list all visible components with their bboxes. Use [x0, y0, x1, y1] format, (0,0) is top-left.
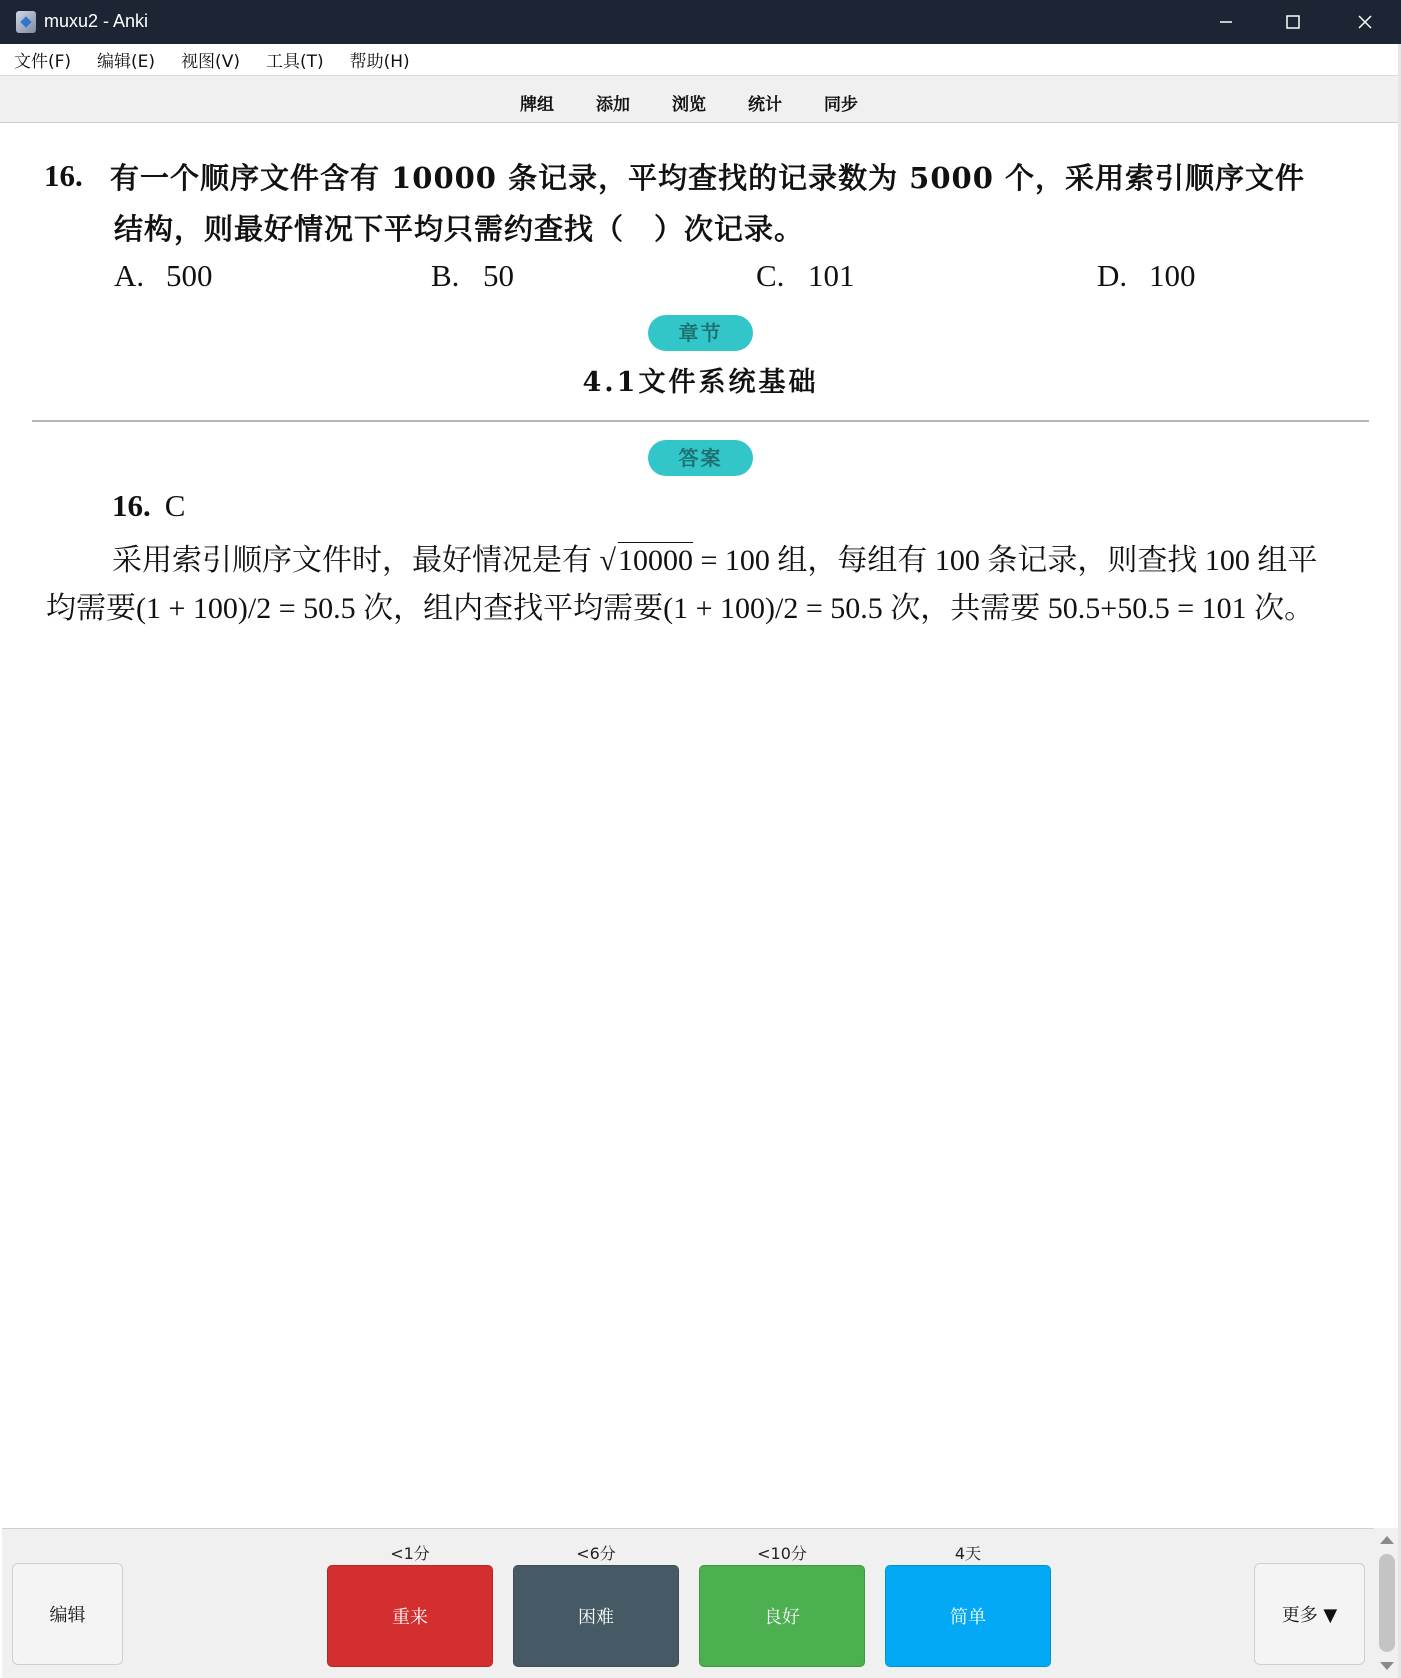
answer-number: 16. — [112, 488, 151, 523]
chapter-badge: 章节 — [648, 315, 753, 351]
scroll-up-arrow-icon[interactable] — [1380, 1536, 1394, 1544]
due-again: <1分 — [390, 1544, 430, 1563]
menu-file[interactable]: 文件(F) — [14, 52, 72, 72]
toolbar-sync[interactable]: 同步 — [824, 95, 858, 115]
option-value: 100 — [1149, 258, 1196, 293]
option-letter: B. — [431, 258, 460, 293]
toolbar-add[interactable]: 添加 — [596, 95, 630, 115]
answer-badge: 答案 — [648, 440, 753, 476]
scrollbar-thumb[interactable] — [1379, 1554, 1395, 1652]
due-hard: <6分 — [576, 1544, 616, 1563]
scroll-down-arrow-icon[interactable] — [1380, 1662, 1394, 1670]
vertical-scrollbar[interactable] — [1374, 1528, 1400, 1678]
option-value: 500 — [166, 258, 213, 293]
answer-heading — [112, 488, 185, 524]
minimize-button[interactable] — [1194, 0, 1258, 44]
more-button[interactable]: 更多 ▼ — [1254, 1563, 1365, 1665]
chapter-text: 4.1文件系统基础 — [582, 367, 819, 398]
close-icon — [1357, 14, 1373, 30]
again-button[interactable]: 重来 — [327, 1565, 493, 1667]
menu-bar — [0, 44, 1401, 76]
window-title: muxu2 - Anki — [44, 11, 149, 31]
sqrt-radicand: 10000 — [617, 544, 693, 577]
review-bottom-bar — [2, 1528, 1374, 1678]
good-button[interactable]: 良好 — [699, 1565, 865, 1667]
option-letter: D. — [1097, 258, 1128, 293]
toolbar-browse[interactable]: 浏览 — [672, 95, 706, 115]
maximize-button[interactable] — [1261, 0, 1325, 44]
option-value: 101 — [808, 258, 855, 293]
hard-button[interactable]: 困难 — [513, 1565, 679, 1667]
anki-app-icon — [16, 11, 36, 33]
toolbar-decks[interactable]: 牌组 — [520, 95, 554, 115]
option-letter: C. — [756, 258, 785, 293]
close-button[interactable] — [1333, 0, 1397, 44]
answer-explanation-line2: 均需要(1 + 100)/2 = 50.5 次，组内查找平均需要(1 + 100)/2 = 50.5 次，共需要 50.5+50.5 = 101 次。 — [46, 592, 1315, 625]
edit-button[interactable]: 编辑 — [12, 1563, 123, 1665]
menu-help[interactable]: 帮助(H) — [349, 52, 410, 72]
option-c — [756, 258, 855, 294]
answer-line1-pre: 采用索引顺序文件时，最好情况是有 √ — [112, 544, 616, 577]
answer-explanation-line1 — [112, 535, 1317, 579]
question-number: 16. — [44, 158, 83, 193]
option-a — [114, 258, 213, 294]
question-text-line1: 有一个顺序文件含有 10000 条记录，平均查找的记录数为 5000 个，采用索引顺序文件 — [110, 161, 1305, 195]
option-letter: A. — [114, 258, 145, 293]
menu-tools[interactable]: 工具(T) — [265, 52, 324, 72]
due-good: <10分 — [757, 1544, 807, 1563]
maximize-icon — [1285, 14, 1301, 30]
option-value: 50 — [483, 258, 514, 293]
easy-button[interactable]: 简单 — [885, 1565, 1051, 1667]
option-d — [1097, 258, 1196, 294]
minimize-icon — [1218, 14, 1234, 30]
due-easy: 4天 — [954, 1544, 982, 1563]
answer-letter: C — [164, 488, 186, 523]
title-bar — [0, 0, 1401, 44]
question-text-line2: 结构，则最好情况下平均只需约查找（ ）次记录。 — [114, 212, 805, 246]
main-toolbar — [0, 76, 1401, 123]
menu-view[interactable]: 视图(V) — [181, 52, 240, 72]
toolbar-stats[interactable]: 统计 — [748, 95, 782, 115]
option-b — [431, 258, 514, 294]
menu-edit[interactable]: 编辑(E) — [97, 52, 156, 72]
answer-divider — [32, 420, 1369, 422]
answer-line1-post: = 100 组，每组有 100 条记录，则查找 100 组平 — [692, 544, 1318, 577]
